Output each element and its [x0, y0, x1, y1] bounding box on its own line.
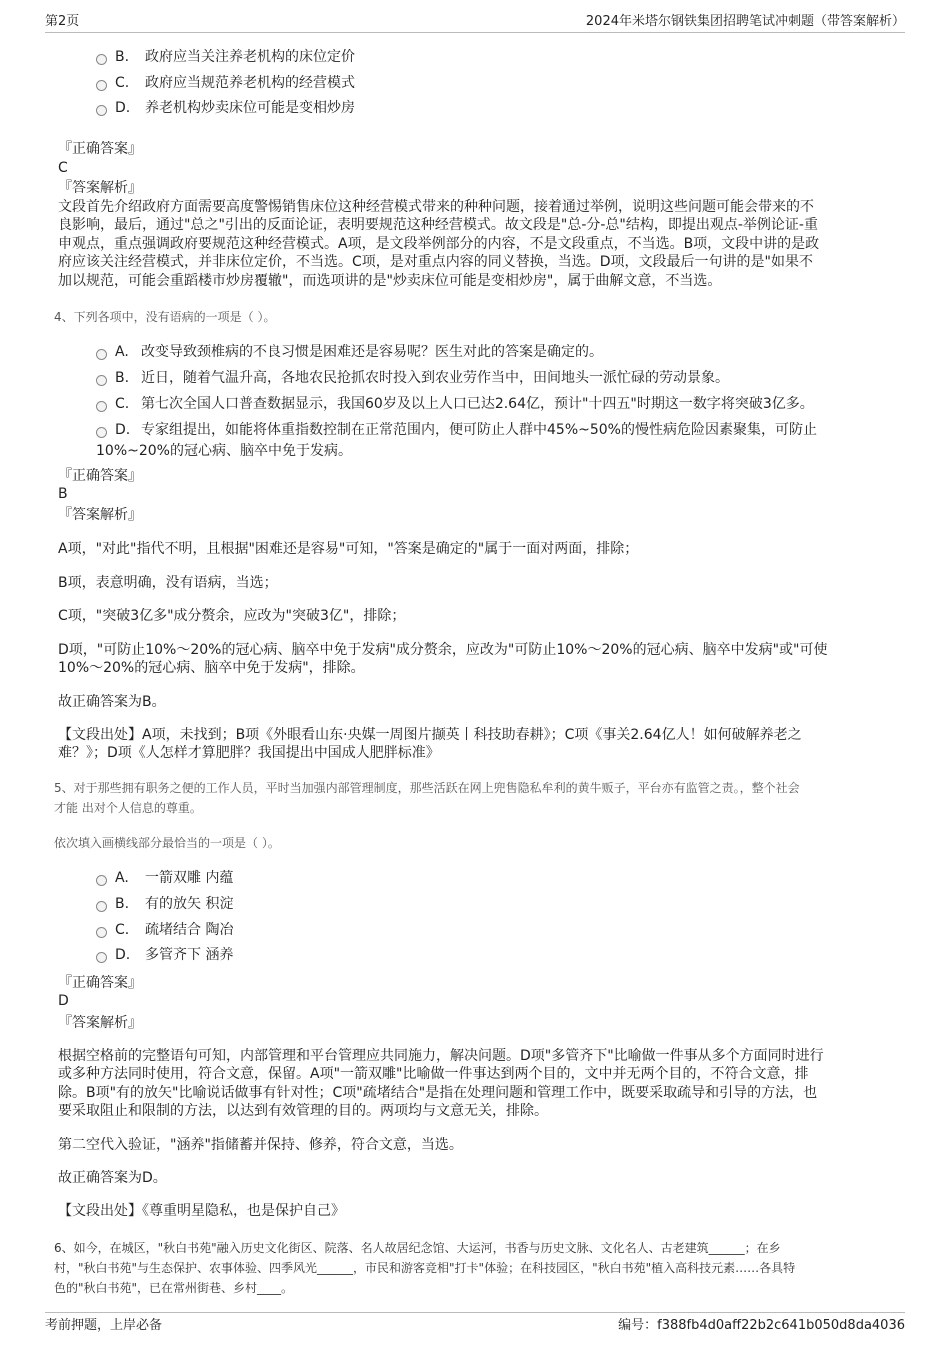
radio-q5-c[interactable]: [96, 927, 107, 938]
option-text: 有的放矢 积淀: [145, 896, 234, 912]
question-6-stem: 6、如今，在城区，"秋白书苑"融入历史文化街区、院落、名人故居纪念馆、大运河，书香与历史文脉、文化名人、古老建筑______；在乡: [54, 1241, 781, 1255]
analysis-label: 『答案解析』: [58, 507, 142, 523]
source: 【文段出处】A项，未找到；B项《外眼看山东·央媒一周图片撷英丨科技助春耕》；C项《事关2.64亿人！如何破解养老之: [58, 727, 802, 743]
option-key: C.: [115, 396, 130, 412]
option-text: 疏堵结合 陶冶: [145, 922, 234, 938]
radio-q4-b[interactable]: [96, 375, 107, 386]
analysis-line: 加以规范，可能会重蹈楼市炒房覆辙"，而选项讲的是"炒卖床位可能是变相炒房"，属于曲解文意，不当选。: [58, 273, 722, 289]
option-text: 第七次全国人口普查数据显示，我国60岁及以上人口已达2.64亿，预计"十四五"时期这一数字将突破3亿多。: [141, 396, 814, 412]
radio-q4-c[interactable]: [96, 401, 107, 412]
answer-label: 『正确答案』: [58, 468, 142, 484]
source: 【文段出处】《尊重明星隐私，也是保护自己》: [58, 1203, 345, 1219]
radio-q5-d[interactable]: [96, 952, 107, 963]
option-key: D.: [115, 422, 131, 438]
radio-q3-d[interactable]: [96, 105, 107, 116]
option-q3-d: [115, 99, 355, 117]
option-key: D.: [115, 947, 131, 963]
option-q4-d: [115, 421, 817, 439]
option-text: 近日，随着气温升高，各地农民抢抓农时投入到农业劳作当中，田间地头一派忙碌的劳动景象。: [141, 370, 729, 386]
analysis-line: 府应该关注经营模式，并非床位定价，不当选。C项，是对重点内容的同义替换，当选。D项，文段最后一句讲的是"如果不: [58, 254, 813, 270]
option-q5-a: [115, 869, 233, 887]
option-key: B.: [115, 896, 130, 912]
analysis-label: 『答案解析』: [58, 1015, 142, 1031]
option-text: 多管齐下 涵养: [145, 947, 234, 963]
option-text: 养老机构炒卖床位可能是变相炒房: [145, 100, 355, 116]
document-id: 编号：f388fb4d0aff22b2c641b050d8da4036: [618, 1318, 905, 1333]
conclusion: 故正确答案为B。: [58, 694, 166, 710]
document-title: 2024年米塔尔钢铁集团招聘笔试冲刺题（带答案解析）: [585, 14, 905, 29]
analysis-line: 根据空格前的完整语句可知，内部管理和平台管理应共同施力，解决问题。D项"多管齐下"比喻做一件事从多个方面同时进行: [58, 1048, 824, 1064]
question-4-stem: 4、下列各项中，没有语病的一项是（ ）。: [54, 310, 276, 324]
analysis-a: A项，"对此"指代不明，且根据"困难还是容易"可知，"答案是确定的"属于一面对两面，排除；: [58, 541, 639, 557]
option-q4-c: [115, 395, 814, 413]
option-key: C.: [115, 922, 130, 938]
option-q5-d: [115, 946, 233, 964]
conclusion: 故正确答案为D。: [58, 1170, 167, 1186]
answer-value: D: [58, 993, 69, 1009]
analysis-line: 良影响，最后，通过"总之"引出的反面论证，表明要规范这种经营模式。故文段是"总-分-总"结构，即提出观点-举例论证-重: [58, 217, 818, 233]
question-5-prompt: 依次填入画横线部分最恰当的一项是（ ）。: [54, 836, 280, 850]
analysis-line: 申观点，重点强调政府要规范这种经营模式。A项，是文段举例部分的内容，不是文段重点，不当选。B项，文段中讲的是政: [58, 236, 820, 252]
option-q3-b: [115, 48, 355, 66]
option-q5-b: [115, 895, 233, 913]
source-cont: 难？》；D项《人怎样才算肥胖？我国提出中国成人肥胖标准》: [58, 745, 440, 761]
analysis-line: 或多种方法同时使用，符合文意，保留。A项"一箭双雕"比喻做一件事达到两个目的，文中并无两个目的，不符合文意，排: [58, 1066, 809, 1082]
second-blank-analysis: 第二空代入验证，"涵养"指储蓄并保持、修养，符合文意，当选。: [58, 1137, 463, 1153]
option-key: D.: [115, 100, 131, 116]
footer-divider: [45, 1312, 905, 1313]
option-text: 改变导致颈椎病的不良习惯是困难还是容易呢？医生对此的答案是确定的。: [141, 344, 603, 360]
analysis-d: D项，"可防止10%～20%的冠心病、脑卒中免于发病"成分赘余，应改为"可防止10%～20%的冠心病、脑卒中发病"或"可使: [58, 642, 828, 658]
radio-q5-b[interactable]: [96, 901, 107, 912]
radio-q3-c[interactable]: [96, 80, 107, 91]
page-number: 第2页: [45, 14, 80, 29]
radio-q3-b[interactable]: [96, 54, 107, 65]
analysis-label: 『答案解析』: [58, 180, 142, 196]
analysis-d-cont: 10%～20%的冠心病、脑卒中免于发病"，排除。: [58, 660, 365, 676]
question-6-stem-cont: 村，"秋白书苑"与生态保护、农事体验、四季风光______，市民和游客竞相"打卡"体验；在科技园区，"秋白书苑"植入高科技元素……各具特: [54, 1261, 796, 1275]
question-5-stem-cont: 才能 出对个人信息的尊重。: [54, 801, 202, 815]
radio-q4-a[interactable]: [96, 349, 107, 360]
option-key: A.: [115, 870, 129, 886]
option-key: B.: [115, 49, 130, 65]
radio-q4-d[interactable]: [96, 427, 107, 438]
option-text: 一箭双雕 内蕴: [145, 870, 234, 886]
option-q4-b: [115, 369, 729, 387]
option-text: 政府应当规范养老机构的经营模式: [145, 75, 355, 91]
option-key: A.: [115, 344, 129, 360]
question-5-stem: 5、对于那些拥有职务之便的工作人员，平时当加强内部管理制度，那些活跃在网上兜售隐私牟利的黄牛贩子，平台亦有监管之责。，整个社会: [54, 781, 800, 795]
analysis-line: 文段首先介绍政府方面需要高度警惕销售床位这种经营模式带来的种种问题，接着通过举例，说明这些问题可能会带来的不: [58, 199, 814, 215]
option-text: 专家组提出，如能将体重指数控制在正常范围内，便可防止人群中45%~50%的慢性病危险因素聚集，可防止: [141, 422, 817, 438]
answer-label: 『正确答案』: [58, 975, 142, 991]
analysis-line: 除。B项"有的放矢"比喻说话做事有针对性；C项"疏堵结合"是指在处理问题和管理工作中，既要采取疏导和引导的方法，也: [58, 1085, 818, 1101]
answer-value: B: [58, 486, 68, 502]
radio-q5-a[interactable]: [96, 875, 107, 886]
footer-slogan: 考前押题，上岸必备: [45, 1318, 163, 1333]
analysis-line: 要采取阻止和限制的方法，以达到有效管理的目的。两项均与文意无关，排除。: [58, 1103, 548, 1119]
option-key: C.: [115, 75, 130, 91]
option-q4-d-continued: 10%~20%的冠心病、脑卒中免于发病。: [96, 443, 352, 459]
analysis-b: B项，表意明确，没有语病，当选；: [58, 575, 278, 591]
answer-value: C: [58, 160, 68, 176]
option-q5-c: [115, 921, 233, 939]
analysis-c: C项，"突破3亿多"成分赘余，应改为"突破3亿"，排除；: [58, 608, 406, 624]
question-6-stem-cont: 色的"秋白书苑"，已在常州街巷、乡村____。: [54, 1281, 294, 1295]
answer-label: 『正确答案』: [58, 141, 142, 157]
option-text: 政府应当关注养老机构的床位定价: [145, 49, 355, 65]
option-q4-a: [115, 343, 603, 361]
header-divider: [45, 32, 905, 33]
option-q3-c: [115, 74, 355, 92]
option-key: B.: [115, 370, 130, 386]
